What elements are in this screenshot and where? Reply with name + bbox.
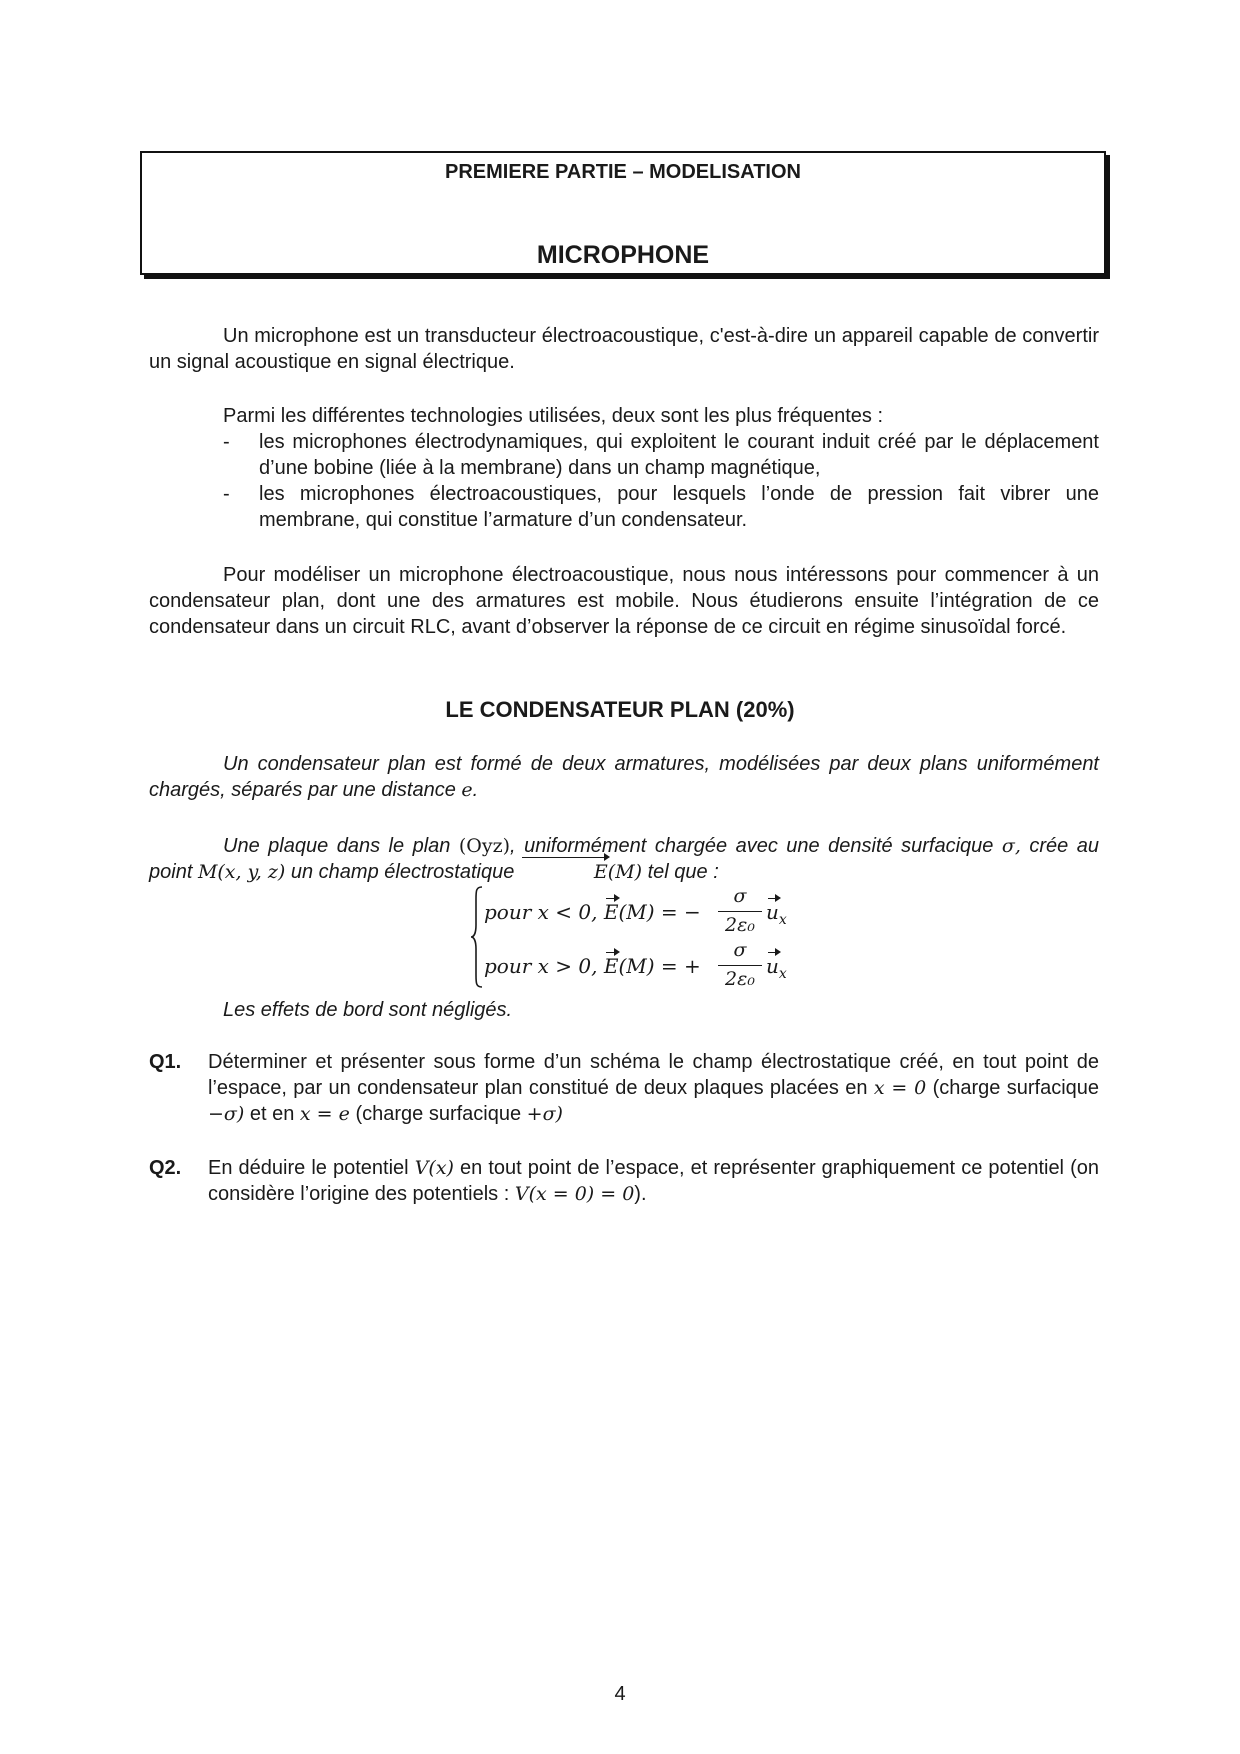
section-title: LE CONDENSATEUR PLAN (20%) xyxy=(445,697,795,722)
part-title: PREMIERE PARTIE – MODELISATION xyxy=(445,161,801,183)
field-vector-symbol: E xyxy=(520,859,608,885)
list-item: - les microphones électroacoustiques, pour lesquels l’onde de pression fait vibrer une membrane, qui constitue l’armature d’un condensateur. xyxy=(223,483,1099,531)
curly-brace-icon xyxy=(470,885,484,989)
fraction-numerator: σ xyxy=(733,885,747,907)
math-plus-sigma: +σ) xyxy=(526,1103,563,1125)
plate-text-e: tel que : xyxy=(647,861,719,883)
field-expression: (M) = + xyxy=(618,954,701,978)
unit-vector: u xyxy=(766,954,779,978)
unit-vector-subscript: x xyxy=(778,912,787,928)
field-vector: E xyxy=(603,954,619,978)
intro-paragraph xyxy=(149,323,1099,375)
definition-text: Un condensateur plan est formé de deux armatures, modélisées par deux plans uniformément chargés, séparés par une distance xyxy=(149,753,1099,801)
math-minus-sigma: −σ) xyxy=(208,1103,245,1125)
modeling-text: Pour modéliser un microphone électroacoustique, nous nous intéressons pour commencer à un condensateur plan, dont une des armatures est mobile. Nous étudierons ensuite l’intégration de ce condensateur dans un circuit RLC, avant d’observer la réponse de ce circuit en régime sinusoïdal forcé. xyxy=(149,564,1099,638)
question-text: Déterminer et présenter sous forme d’un schéma le champ électrostatique créé, en tout point de l’espace, par un condensateur plan constitué de deux plaques placées en x = 0 (charge surfacique −σ) et en x = e (charge surfacique +σ) xyxy=(208,1051,1100,1125)
intro-text: Un microphone est un transducteur électroacoustique, c'est-à-dire un appareil capable de convertir un signal acoustique en signal électrique. xyxy=(149,325,1099,373)
field-expression: (M) = − xyxy=(618,900,701,924)
list-item-text: les microphones électrodynamiques, qui exploitent le courant induit créé par le déplacement d’une bobine (liée à la membrane) dans un champ magnétique, xyxy=(259,431,1099,479)
math-potential: V(x) xyxy=(414,1157,454,1179)
page-number: 4 xyxy=(614,1683,626,1705)
question-number: Q2. xyxy=(149,1157,182,1179)
edge-effects-note: Les effets de bord sont négligés. xyxy=(223,999,513,1021)
question-1 xyxy=(149,1049,1099,1127)
list-item: - les microphones électrodynamiques, qui exploitent le courant induit créé par le déplacement d’une bobine (liée à la membrane) dans un champ magnétique, xyxy=(223,431,1099,479)
point-symbol: M(x, y, z) xyxy=(197,861,286,883)
list-lead: Parmi les différentes technologies utilisées, deux sont les plus fréquentes : xyxy=(223,405,883,427)
distance-symbol: e xyxy=(461,779,473,801)
question-text: En déduire le potentiel V(x) en tout point de l’espace, et représenter graphiquement ce potentiel (on considère l’origine des potentiels : V(x = 0) = 0). xyxy=(208,1157,1099,1205)
math-x0: x = 0 xyxy=(873,1077,927,1099)
condition-negative: pour x < 0, xyxy=(484,900,604,924)
sigma-symbol: σ, xyxy=(1001,835,1021,857)
title-box xyxy=(140,151,1106,275)
technologies-list xyxy=(149,403,1099,533)
math-x-e: x = e xyxy=(299,1103,350,1125)
plate-text-d: un champ électrostatique xyxy=(290,861,515,883)
fraction-numerator: σ xyxy=(733,939,747,961)
fraction-denominator: 2ε₀ xyxy=(725,968,755,990)
plate-text-b: , uniformément chargée avec une densité surfacique xyxy=(510,835,994,857)
modeling-paragraph xyxy=(149,562,1099,640)
plate-text-a: Une plaque dans le plan xyxy=(223,835,451,857)
fraction-denominator: 2ε₀ xyxy=(725,914,755,936)
field-vector: E xyxy=(603,900,619,924)
question-2 xyxy=(149,1155,1099,1207)
list-item-text: les microphones électroacoustiques, pour lesquels l’onde de pression fait vibrer une membrane, qui constitue l’armature d’un condensateur. xyxy=(259,483,1099,531)
plane-symbol: (Oyz) xyxy=(458,835,511,857)
question-number: Q1. xyxy=(149,1051,182,1073)
capacitor-definition: Un condensateur plan est formé de deux armatures, modélisées par deux plans uniformément chargés, séparés par une distance e. xyxy=(149,753,1099,801)
plate-text-c: crée au point xyxy=(149,835,1100,883)
condition-positive: pour x > 0, xyxy=(484,954,604,978)
field-argument: (M) xyxy=(607,861,643,883)
unit-vector-subscript: x xyxy=(778,966,787,982)
math-potential-origin: V(x = 0) = 0 xyxy=(514,1183,635,1205)
plate-field-paragraph xyxy=(149,833,1099,885)
main-title: MICROPHONE xyxy=(536,241,710,269)
field-equation-system xyxy=(470,885,810,995)
unit-vector: u xyxy=(766,900,779,924)
